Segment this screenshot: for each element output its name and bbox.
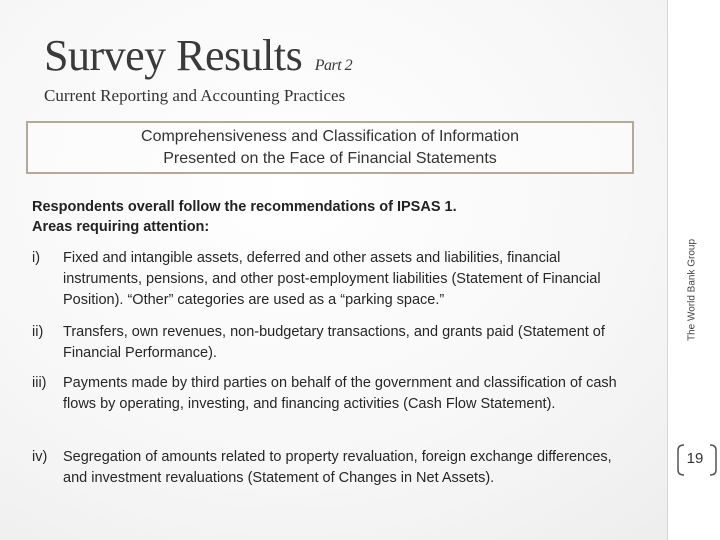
list-item: [32, 248, 628, 311]
slide-title: [44, 30, 352, 81]
organization-label: The World Bank Group: [686, 238, 698, 342]
list-marker: ii): [32, 324, 44, 340]
list-marker: i): [32, 250, 41, 266]
list-item: [32, 373, 628, 415]
list-item-text: Payments made by third parties on behalf of the government and classification of cash flows by operating, investing, and financing activities (Cash Flow Statement).: [63, 375, 617, 412]
list-item-text: Fixed and intangible assets, deferred and other assets and liabilities, financial instruments, pensions, and other post-employment liabilities (Statement of Financial Position). “Other” categories are used as a “parking space.”: [63, 250, 601, 308]
list-item-text: Segregation of amounts related to property revaluation, foreign exchange differences, and investment revaluations (Statement of Changes in Net Assets).: [63, 449, 612, 486]
list-marker: iii): [32, 375, 47, 391]
title-text: Survey Results: [44, 31, 303, 80]
list-item: [32, 322, 628, 364]
list-item: [32, 447, 628, 489]
section-heading-line-1: Comprehensiveness and Classification of Information: [141, 127, 519, 145]
list-marker: iv): [32, 449, 48, 465]
intro-text: [32, 197, 592, 237]
section-heading-box: [26, 121, 634, 174]
section-heading-line-2: Presented on the Face of Financial Statements: [163, 149, 497, 167]
intro-line-2: Areas requiring attention:: [32, 219, 210, 235]
page-number: 19: [686, 450, 704, 467]
slide-subtitle: Current Reporting and Accounting Practices: [44, 86, 346, 105]
title-part: Part 2: [314, 57, 353, 74]
intro-line-1: Respondents overall follow the recommendations of IPSAS 1.: [32, 199, 457, 215]
list-item-text: Transfers, own revenues, non-budgetary transactions, and grants paid (Statement of Financial Performance).: [63, 324, 605, 361]
